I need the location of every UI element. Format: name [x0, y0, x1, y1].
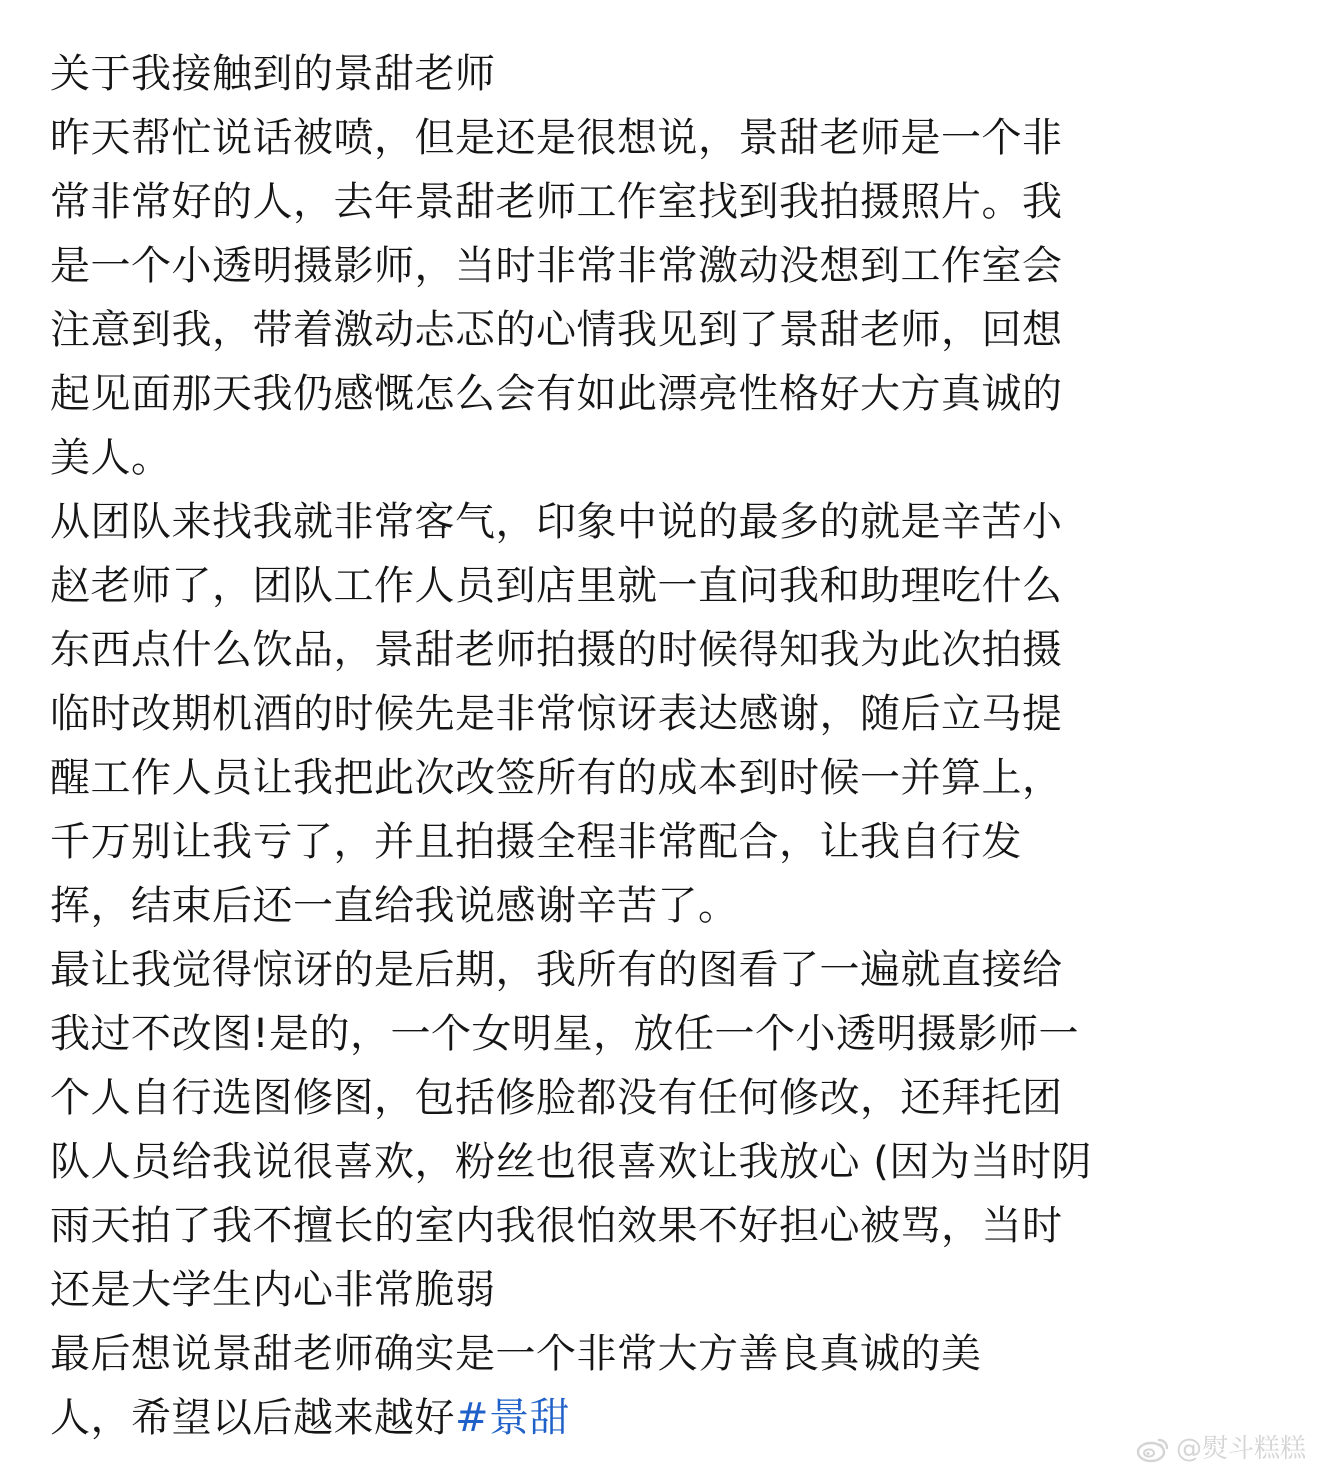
post-text-line: 雨天拍了我不擅长的室内我很怕效果不好担心被骂，当时	[50, 1203, 1063, 1249]
post-text-line: 从团队来找我就非常客气，印象中说的最多的就是辛苦小	[50, 499, 1063, 545]
hashtag-link[interactable]: #景甜	[455, 1395, 571, 1441]
post-title-line: 关于我接触到的景甜老师	[50, 51, 496, 97]
post-text-line: 赵老师了，团队工作人员到店里就一直问我和助理吃什么	[50, 563, 1063, 609]
watermark-text: @熨斗糕糕	[1175, 1434, 1306, 1464]
post-text-line: 注意到我，带着激动忐忑的心情我见到了景甜老师，回想	[50, 307, 1063, 353]
post-text-line: 是一个小透明摄影师，当时非常非常激动没想到工作室会	[50, 243, 1063, 289]
post-text-line: 个人自行选图修图，包括修脸都没有任何修改，还拜托团	[50, 1075, 1063, 1121]
post-text-line: 醒工作人员让我把此次改签所有的成本到时候一并算上，	[50, 755, 1063, 801]
post-text-line: 我过不改图!是的，一个女明星，放任一个小透明摄影师一	[50, 1011, 1080, 1057]
post-text-line: 临时改期机酒的时候先是非常惊讶表达感谢，随后立马提	[50, 691, 1063, 737]
post-text-line: 队人员给我说很喜欢，粉丝也很喜欢让我放心 (因为当时阴	[50, 1139, 1092, 1185]
post-body	[50, 42, 1290, 1450]
post-text-line: 最后想说景甜老师确实是一个非常大方善良真诚的美	[50, 1331, 982, 1377]
post-text-line: 东西点什么饮品，景甜老师拍摄的时候得知我为此次拍摄	[50, 627, 1063, 673]
post-text-line: 美人。	[50, 435, 172, 481]
post-text-line: 昨天帮忙说话被喷，但是还是很想说，景甜老师是一个非	[50, 115, 1063, 161]
post-text-line: 起见面那天我仍感慨怎么会有如此漂亮性格好大方真诚的	[50, 371, 1063, 417]
post-text-line: 挥，结束后还一直给我说感谢辛苦了。	[50, 883, 739, 929]
post-text-line: 千万别让我亏了，并且拍摄全程非常配合，让我自行发	[50, 819, 1022, 865]
post-text-line: 还是大学生内心非常脆弱	[50, 1267, 496, 1313]
weibo-logo-icon	[1136, 1435, 1170, 1463]
post-last-line	[50, 1386, 1290, 1450]
post-last-line-text: 人，希望以后越来越好	[50, 1395, 455, 1441]
post-text-line: 最让我觉得惊讶的是后期，我所有的图看了一遍就直接给	[50, 947, 1063, 993]
post-text-line: 常非常好的人，去年景甜老师工作室找到我拍摄照片。我	[50, 179, 1063, 225]
watermark	[1136, 1434, 1306, 1464]
